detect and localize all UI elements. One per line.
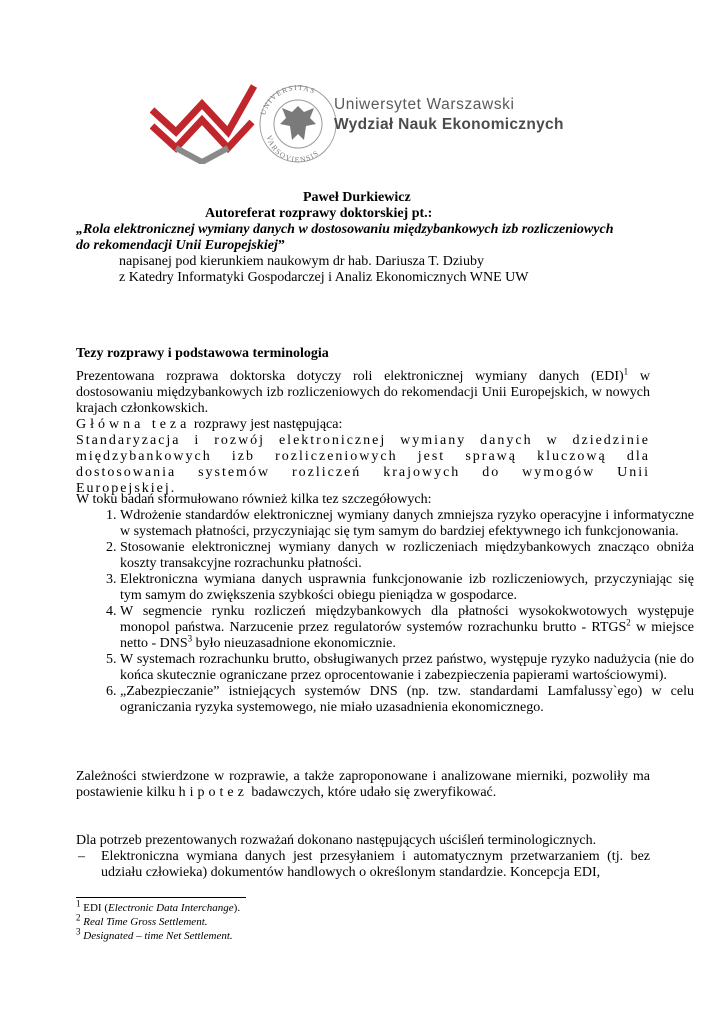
footnote-1 [76, 898, 241, 914]
eagle-icon [280, 106, 316, 140]
thesis-title-line1: „Rola elektronicznej wymiany danych w dostosowaniu międzybankowych izb rozliczeniowych [76, 222, 614, 237]
conclusion-paragraph [76, 769, 650, 801]
seal-text-bottom: VARSOVIENSIS [264, 134, 321, 164]
thesis-item-4-mid: w miejsce netto - DNS [120, 620, 694, 651]
supervisor-line: napisanej pod kierunkiem naukowym dr hab. Dariusza T. Dziuby [119, 254, 484, 269]
terminology-dash: – [78, 849, 85, 864]
section-title: Tezy rozprawy i podstawowa terminologia [76, 346, 329, 361]
conclusion-text: Zależności stwierdzone w rozprawie, a także zaproponowane i analizowane mierniki, pozwoliły ma postawienie kilku [76, 769, 650, 800]
conclusion-spaced-word: hipotez [178, 785, 248, 800]
terminology-item-1: Elektroniczna wymiana danych jest przesyłaniem i automatycznym przetwarzaniem (tj. bez udziału człowieka) dokumentów handlowych o określonym standardzie. Koncepcja EDI, [101, 849, 650, 880]
thesis-item-4 [120, 604, 694, 652]
footnote-3-num: 3 [76, 926, 81, 937]
footnote-2-italic: Real Time Gross Settlement. [83, 916, 208, 928]
department-line: z Katedry Informatyki Gospodarczej i Analiz Ekonomicznych WNE UW [119, 270, 529, 285]
thesis-item-6: 6. „Zabezpieczanie” istniejących systemów DNS (np. tzw. standardami Lamfalussy`ego) w celu ograniczania ryzyka systemowego, nie miało uzasadnienia ekonomicznego. [120, 684, 694, 716]
document-type: Autoreferat rozprawy doktorskiej pt.: [205, 206, 433, 221]
detailed-theses-intro: W toku badań sformułowano również kilka tez szczegółowych: [76, 492, 432, 507]
university-name: Uniwersytet Warszawski [334, 96, 515, 113]
footnote-separator [76, 897, 246, 898]
footnote-2-num: 2 [76, 912, 81, 923]
intro-text: Prezentowana rozprawa doktorska dotyczy roli elektronicznej wymiany danych (EDI) [76, 369, 624, 384]
author-name: Paweł Durkiewicz [303, 190, 411, 205]
footnote-ref-3: 3 [187, 633, 193, 644]
logo-zigzag-grey [176, 148, 228, 162]
thesis-title-line2 [76, 238, 285, 254]
footnote-ref-1: 1 [623, 366, 629, 377]
intro-text-cont: w dostosowaniu międzybankowych izb rozliczeniowych do rekomendacji Unii Europejskich, w nowych krajach członkowskich. [76, 369, 650, 416]
conclusion-text-end: badawczych, które udało się zweryfikować. [247, 785, 497, 800]
faculty-name: Wydział Nauk Ekonomicznych [334, 116, 564, 133]
footnote-2 [76, 912, 208, 928]
footnote-3 [76, 926, 233, 942]
thesis-item-3: 3. Elektroniczna wymiana danych usprawnia funkcjonowanie izb rozliczeniowych, przyczyniając się tym samym do zwiększenia szybkości obiegu pieniądza w gospodarce. [120, 572, 694, 604]
main-thesis-label-rest: rozprawy jest następująca: [190, 417, 343, 432]
main-thesis-label: Główna teza [76, 417, 191, 432]
footnote-ref-2: 2 [626, 617, 631, 628]
main-thesis-label-line [76, 417, 650, 433]
thesis-item-1: 1. Wdrożenie standardów elektronicznej wymiany danych zmniejsza ryzyko operacyjne i informatyczne w systemach płatności, przyczyniając się tym samym do bardziej efektywnego ich funkcjonowania. [120, 508, 694, 540]
footnote-1-num: 1 [76, 898, 81, 909]
seal-text-top: UNIVERSITAS [258, 84, 318, 117]
thesis-item-5: 5. W systemach rozrachunku brutto, obsługiwanych przez państwo, występuje ryzyko nadużycia (nie do końca skutecznie ograniczane przez oprocentowanie i zabezpieczenia papierami wartościowymi). [120, 652, 694, 684]
intro-paragraph [76, 366, 650, 417]
thesis-title-line2-text: do rekomendacji Unii Europejskiej [76, 238, 278, 253]
main-thesis: Standaryzacja i rozwój elektronicznej wymiany danych w dziedzinie międzybankowych izb rozliczeniowych jest sprawą kluczową dla dostosowania systemów rozliczeń krajowych do wymogów Unii Europejskiej. [76, 433, 650, 496]
detailed-theses-list [76, 508, 694, 716]
footnote-3-italic: Designated – time Net Settlement. [83, 930, 233, 942]
thesis-item-2: 2. Stosowanie elektronicznej wymiany danych w rozliczeniach międzybankowych znacząco obniża koszty transakcyjne rozrachunku płatności. [120, 540, 694, 572]
thesis-title-close-quote: ” [277, 238, 285, 253]
footnote-1-text: EDI ( [83, 902, 108, 914]
terminology-intro: Dla potrzeb prezentowanych rozważań dokonano następujących uściśleń terminologicznych. [76, 833, 597, 848]
footnote-1-italic: Electronic Data Interchange [108, 902, 234, 914]
thesis-item-4-text: W segmencie rynku rozliczeń międzybankowych dla płatności wysokokwotowych występuje monopol państwa. Narzucenie przez regulatorów systemów rozrachunku brutto - RTGS [120, 604, 694, 635]
thesis-item-4-end: było nieuzasadnione ekonomicznie. [192, 636, 396, 651]
footnote-1-end: ). [233, 902, 241, 914]
